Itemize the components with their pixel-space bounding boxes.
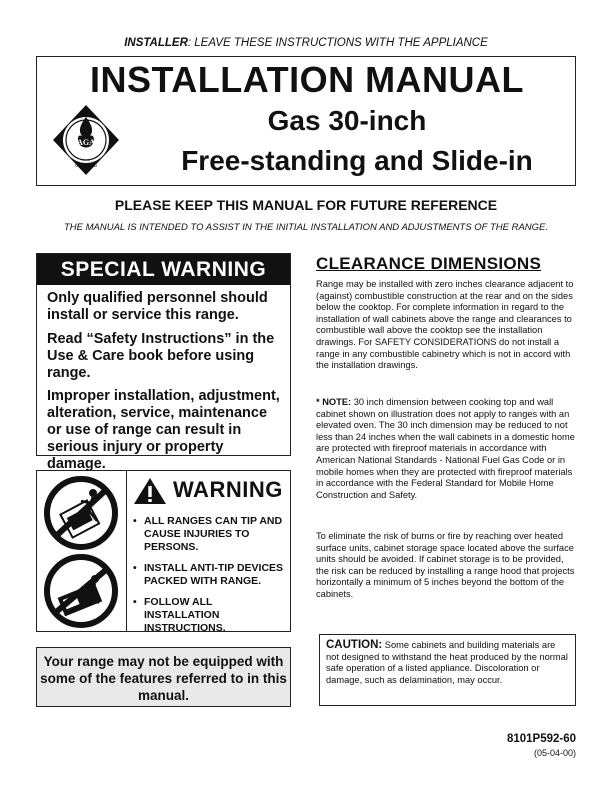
special-warning-p1: Only qualified personnel should install or service this range.: [47, 290, 268, 323]
title-line-1: Gas 30-inch: [267, 105, 427, 136]
clearance-paragraph-2: * NOTE: 30 inch dimension between cooking top and wall cabinet shown on illustration does not apply to ranges with an elevated oven. The 30 inch dimension may be reduced to not less than 24 inches when the wall cabinets in a domestic home are protected with fireproof materials in accordance with American National Standards - National Fuel Gas Code or in mobile homes when they are protected with fireproof materials in accordance with the Federal Standard for Mobile Home Construction and Safety.: [316, 397, 575, 500]
document-date: (05-04-00): [533, 748, 576, 758]
anti-tip-device-icon: [41, 553, 121, 634]
warning-heading: WARNING: [173, 477, 283, 502]
svg-text:CERTIFIED: CERTIFIED: [74, 163, 98, 168]
manual-title: INSTALLATION MANUAL: [89, 59, 525, 100]
intended-notice: THE MANUAL IS INTENDED TO ASSIST IN THE INITIAL INSTALLATION AND ADJUSTMENTS OF THE RANGE.: [63, 222, 549, 233]
clearance-paragraph-1: Range may be installed with zero inches clearance adjacent to (against) combustible construction at the rear and on the sides below the cooktop. For complete information in regard to the installation of wall cabinets above the range and clearances to combustible wall above the cooktop see the installation drawings. For SAFETY CONSIDERATIONS do not install a range in any combustible cabinetry which is not in accord with the installation drawings.: [316, 279, 574, 371]
special-warning-p3: Improper installation, adjustment, alteration, service, maintenance or use of range can result in serious injury or property damage.: [47, 388, 280, 472]
warning-item: • FOLLOW ALL INSTALLATION INSTRUCTIONS.: [133, 596, 226, 634]
warning-list: [133, 515, 289, 643]
special-warning-p2: Read “Safety Instructions” in the Use & Care book before using range.: [47, 331, 275, 381]
certification-logo-icon: [51, 103, 121, 177]
special-warning-heading: SPECIAL WARNING: [37, 254, 290, 285]
warning-item: • ALL RANGES CAN TIP AND CAUSE INJURIES TO PERSONS.: [133, 515, 283, 553]
tip-warning-box: [36, 470, 291, 632]
document-code: 8101P592-60: [506, 733, 576, 745]
caution-box: CAUTION: Some cabinets and building materials are not designed to withstand the heat produced by the normal safe operation of a listed appliance. Discoloration or damage, such as delamination, may occur.: [319, 634, 576, 706]
warning-divider: [126, 471, 127, 631]
title-box: [36, 56, 576, 186]
warning-item: • INSTALL ANTI-TIP DEVICES PACKED WITH RANGE.: [133, 562, 284, 587]
title-line-2: Free-standing and Slide-in: [181, 145, 533, 176]
installer-note: INSTALLER: LEAVE THESE INSTRUCTIONS WITH THE APPLIANCE: [124, 37, 488, 49]
clearance-paragraph-3: To eliminate the risk of burns or fire by reaching over heated surface units, cabinet storage space located above the surface units should be avoided. If cabinet storage is to be provided, the risk can be reduced by installing a range hood that projects horizontally a minimum of 5 inches beyond the bottom of the cabinets.: [316, 531, 575, 599]
clearance-heading: CLEARANCE DIMENSIONS: [316, 254, 542, 273]
warning-header: [133, 477, 288, 505]
no-tipping-icon: [41, 475, 121, 556]
features-note-box: Your range may not be equipped with some of the features referred to in this manual.: [36, 647, 291, 707]
keep-notice: PLEASE KEEP THIS MANUAL FOR FUTURE REFERENCE: [114, 197, 498, 213]
special-warning-box: [36, 253, 291, 472]
caution-label: CAUTION:: [326, 639, 383, 651]
alert-triangle-icon: [133, 477, 167, 505]
svg-text:AGA: AGA: [77, 138, 95, 147]
